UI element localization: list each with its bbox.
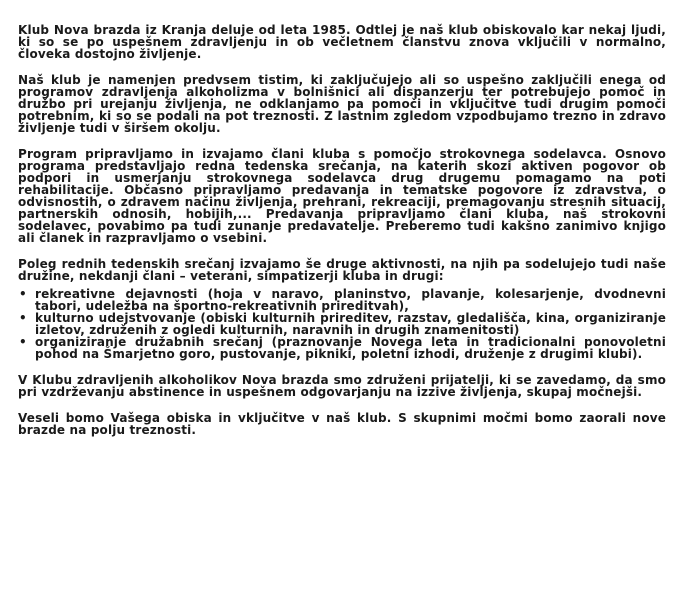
list-item-text: organiziranje družabnih srečanj (praznovanje Novega leta in tradicionalni ponovoletni pohod na Šmarjetno goro, pustovanje, pikniki, poletni izhodi, druženje z drugimi klubi). (35, 335, 666, 361)
list-item (18, 336, 666, 360)
bullet-icon: • (19, 335, 27, 349)
bullet-icon: • (19, 287, 27, 301)
invitation-paragraph: Veseli bomo Vašega obiska in vključitve v naš klub. S skupnimi močmi bomo zaorali nove brazde na polju treznosti. (18, 411, 666, 437)
document-body (18, 24, 666, 450)
list-item-text: kulturno udejstvovanje (obiski kulturnih prireditev, razstav, gledališča, kina, organiziranje izletov, združenih z ogledi kulturnih, naravnih in drugih znamenitosti) (35, 311, 666, 337)
list-item (18, 288, 666, 312)
list-item (18, 312, 666, 336)
program-paragraph: Program pripravljamo in izvajamo člani kluba s pomočjo strokovnega sodelavca. Osnovo programa predstavljajo redna tedenska srečanja, na katerih skozi aktiven pogovor ob podpori in usmerjanju strokovnega sodelavca drug drugemu pomagamo na poti rehabilitacije. Občasno pripravljamo predavanja in tematske pogovore iz zdravstva, o odvisnostih, o zdravem načinu življenja, prehrani, rekreaciji, premagovanju stresnih situacij, partnerskih odnosih, hobijih,... Predavanja pripravljamo člani kluba, naš strokovni sodelavec, povabimo pa tudi zunanje predavatelje. Preberemo tudi kakšno zanimivo knjigo ali članek in razpravljamo o vsebini. (18, 147, 666, 245)
bullet-icon: • (19, 311, 27, 325)
list-item-text: rekreativne dejavnosti (hoja v naravo, planinstvo, plavanje, kolesarjenje, dvodnevni tabori, udeležba na športno-rekreativnih prireditvah), (35, 287, 666, 313)
purpose-paragraph: Naš klub je namenjen predvsem tistim, ki zaključujejo ali so uspešno zaključili enega od programov zdravljenja alkoholizma v bolnišnici ali dispanzerju ter potrebujejo pomoč in družbo pri urejanju življenja, ne odklanjamo pa pomoči in vključitve tudi drugim pomoči potrebnim, ki so se podali na pot treznosti. Z lastnim zgledom vzpodbujamo trezno in zdravo življenje tudi v širšem okolju. (18, 73, 666, 135)
activities-list (18, 288, 666, 360)
activities-intro-paragraph: Poleg rednih tedenskih srečanj izvajamo še druge aktivnosti, na njih pa sodelujejo tudi naše družine, nekdanji člani – veterani, simpatizerji kluba in drugi: (18, 257, 666, 283)
closing-paragraph: V Klubu zdravljenih alkoholikov Nova brazda smo združeni prijatelji, ki se zavedamo, da smo pri vzdrževanju abstinence in uspešnem odgovarjanju na izzive življenja, skupaj močnejši. (18, 373, 666, 399)
intro-paragraph: Klub Nova brazda iz Kranja deluje od leta 1985. Odtlej je naš klub obiskovalo kar nekaj ljudi, ki so se po uspešnem zdravljenju in ob večletnem članstvu znova vključili v normalno, človeka dostojno življenje. (18, 23, 666, 61)
